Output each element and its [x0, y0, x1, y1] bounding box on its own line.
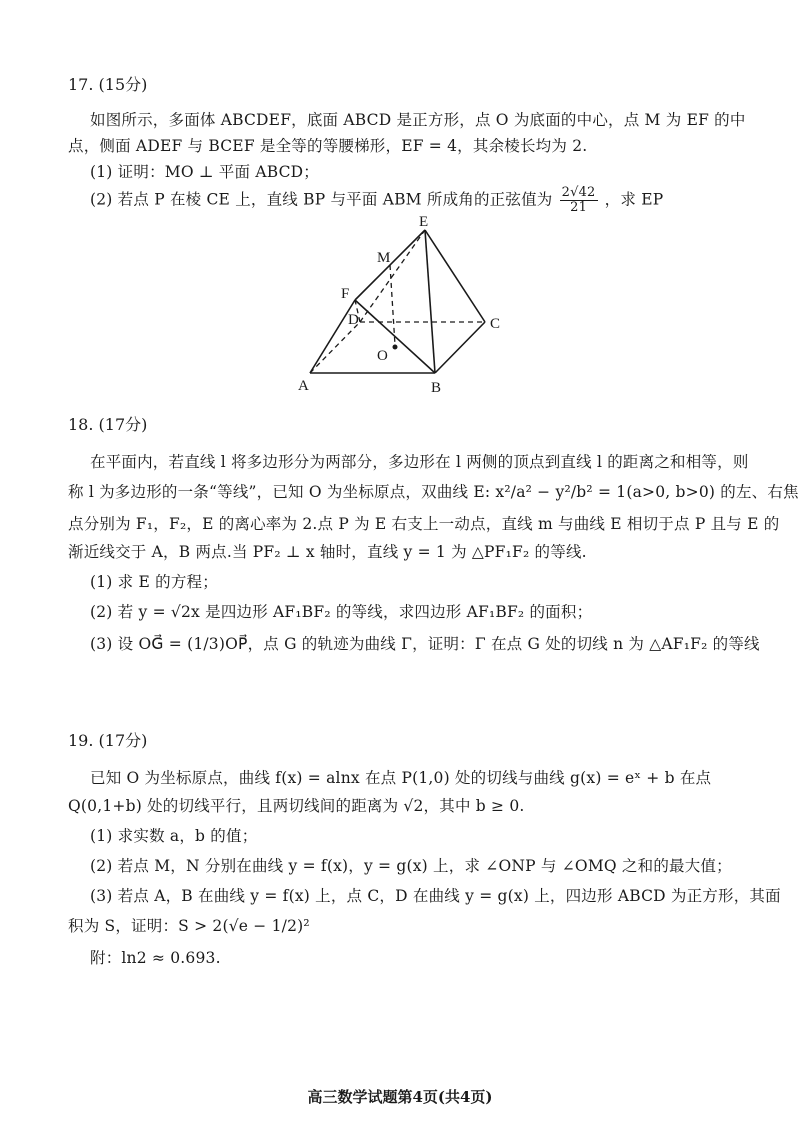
edge-AF [310, 300, 355, 373]
q19-part3-cont: 积为 S，证明：S > 2(√e − 1/2)² [68, 917, 310, 935]
edge-CE [425, 230, 485, 322]
q18-part1: (1) 求 E 的方程； [90, 573, 218, 591]
polyhedron-diagram [285, 210, 525, 400]
q17-part2-fraction [560, 186, 598, 215]
q19-part1: (1) 求实数 a，b 的值； [90, 827, 258, 845]
q18-stem-line3: 点分别为 F₁，F₂，E 的离心率为 2.点 P 为 E 右支上一动点，直线 m 与曲线 E 相切于点 P 且与 E 的 [68, 515, 780, 533]
q18-stem-line1: 在平面内，若直线 l 将多边形分为两部分，多边形在 l 两侧的顶点到直线 l 的距离之和相等，则 [90, 453, 749, 471]
q17-part2-pre: (2) 若点 P 在棱 CE 上，直线 BP 与平面 ABM 所成角的正弦值为 [90, 190, 553, 209]
point-O [393, 345, 398, 350]
q17-stem-line2: 点，侧面 ADEF 与 BCEF 是全等的等腰梯形，EF = 4，其余棱长均为 2. [68, 137, 588, 155]
label-E: E [419, 214, 429, 230]
label-A: A [298, 378, 309, 394]
edge-BE [425, 230, 435, 373]
q19-stem-line1: 已知 O 为坐标原点，曲线 f(x) = alnx 在点 P(1,0) 处的切线与曲线 g(x) = eˣ + b 在点 [90, 769, 712, 787]
q17-fraction-denominator: 21 [570, 200, 588, 215]
label-O: O [377, 348, 388, 364]
q19-title: 19. (17分) [68, 731, 148, 750]
label-C: C [490, 316, 501, 332]
q18-title: 18. (17分) [68, 415, 148, 434]
q17-title: 17. (15分) [68, 75, 148, 94]
label-D: D [348, 312, 359, 328]
q18-part3: (3) 设 OG⃗ = (1/3)OP⃗，点 G 的轨迹为曲线 Γ，证明：Γ 在点 G 处的切线 n 为 △AF₁F₂ 的等线 [90, 635, 760, 653]
q17-part2-post: ，求 EP [604, 190, 664, 209]
edge-DE-hidden [360, 230, 425, 322]
label-F: F [341, 286, 350, 302]
label-M: M [377, 250, 391, 266]
q18-stem-line2: 称 l 为多边形的一条“等线”，已知 O 为坐标原点，双曲线 E: x²/a² − y²/b² = 1(a>0, b>0) 的左、右焦 [68, 483, 799, 501]
q17-stem-line1: 如图所示，多面体 ABCDEF，底面 ABCD 是正方形，点 O 为底面的中心，点 M 为 EF 的中 [90, 111, 746, 129]
edge-AD-hidden [310, 322, 360, 373]
page-footer: 高三数学试题第4页(共4页) [307, 1088, 493, 1106]
q19-note: 附：ln2 ≈ 0.693. [90, 949, 221, 967]
q18-stem-line4: 渐近线交于 A，B 两点.当 PF₂ ⊥ x 轴时，直线 y = 1 为 △PF₁F₂ 的等线. [68, 543, 587, 561]
q19-part2: (2) 若点 M，N 分别在曲线 y = f(x)，y = g(x) 上，求 ∠ONP 与 ∠OMQ 之和的最大值； [90, 857, 732, 875]
edge-BC [435, 322, 485, 373]
label-B: B [431, 380, 442, 396]
edge-FB [355, 300, 435, 373]
q17-fraction-numerator: 2√42 [561, 185, 596, 200]
q17-part1: (1) 证明：MO ⊥ 平面 ABCD； [90, 163, 319, 181]
q19-part3: (3) 若点 A，B 在曲线 y = f(x) 上，点 C，D 在曲线 y = g(x) 上，四边形 ABCD 为正方形，其面 [90, 887, 781, 905]
q19-stem-line2: Q(0,1+b) 处的切线平行，且两切线间的距离为 √2，其中 b ≥ 0. [68, 797, 525, 815]
q18-part2: (2) 若 y = √2x 是四边形 AF₁BF₂ 的等线，求四边形 AF₁BF₂ 的面积； [90, 603, 593, 621]
